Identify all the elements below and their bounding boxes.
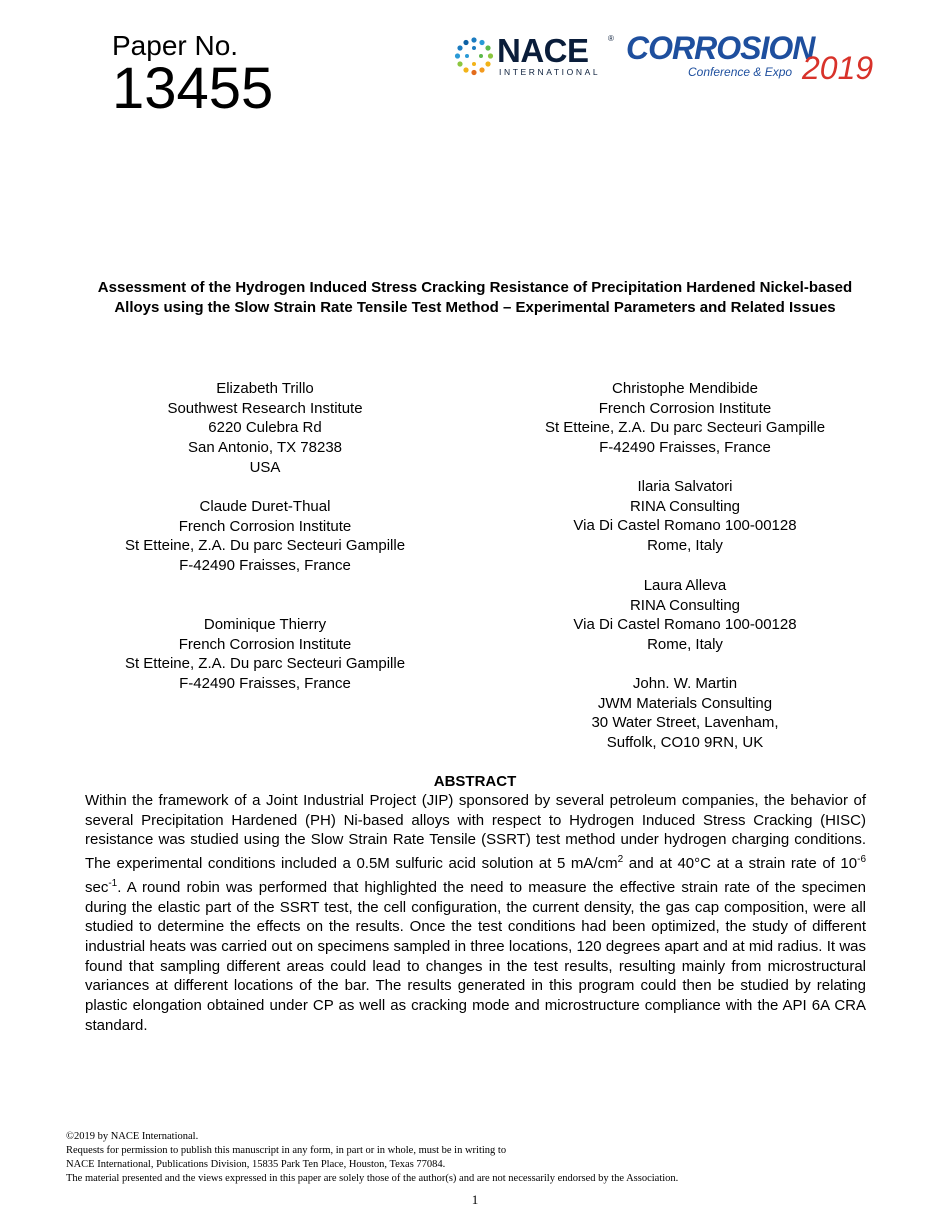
author-address-line: Rome, Italy (647, 537, 723, 555)
author-address-line: Rome, Italy (647, 636, 723, 654)
footer-line: The material presented and the views expressed in this paper are solely those of the author(s) and are not necessarily endorsed by the Association. (66, 1173, 679, 1184)
author-trillo (100, 379, 430, 478)
nace-logo (453, 34, 623, 80)
author-address-line: St Etteine, Z.A. Du parc Secteuri Gampille (124, 655, 406, 673)
author-address-line: USA (249, 458, 281, 476)
author-affiliation: French Corrosion Institute (598, 399, 772, 417)
author-mendibide (520, 379, 850, 458)
abstract-superscript: -1 (108, 877, 118, 889)
abstract-superscript: 2 (617, 854, 624, 866)
copyright-footer (66, 1130, 886, 1186)
abstract-superscript: -6 (857, 854, 867, 866)
author-thierry (100, 615, 430, 694)
author-address-line: Suffolk, CO10 9RN, UK (606, 734, 764, 752)
corrosion-2019-logo (626, 30, 886, 90)
author-address-line: 30 Water Street, Lavenham, (591, 714, 779, 732)
author-address-line: Via Di Castel Romano 100-00128 (573, 616, 797, 634)
author-address-line: St Etteine, Z.A. Du parc Secteuri Gampille (124, 537, 406, 555)
author-name: Claude Duret-Thual (199, 498, 331, 515)
paper-number-label: Paper No. (112, 30, 239, 61)
corrosion-year: 2019 (802, 50, 874, 86)
footer-line: Requests for permission to publish this manuscript in any form, in part or in whole, must be in writing to (66, 1145, 507, 1156)
abstract-text: sec (85, 878, 109, 896)
author-name: Christophe Mendibide (612, 380, 758, 397)
author-name: John. W. Martin (632, 675, 738, 692)
paper-number: 13455 (112, 56, 274, 121)
abstract-text: . A round robin was performed that highlighted the need to measure the effective strain rate of the specimen during the elastic part of the SSRT test, the cell configuration, the current density, the gas cap composition, were all studied to determine the effects on the results. Once the test conditions had been optimized, the study of different industrial heats was carried out on specimens sampled in three locations, 120 degrees apart and at mid radius. It was found that sampling different areas could lead to changes in the test results, resulting mainly from microstructural variances at different locations of the bar. The results generated in this program could then be studied by relating plastic elongation obtained under CP as well as cracking mode and microstructure compliance with the API 6A CRA standard. (85, 878, 866, 1034)
author-alleva (520, 576, 850, 655)
author-affiliation: JWM Materials Consulting (597, 694, 773, 712)
author-address-line: Via Di Castel Romano 100-00128 (573, 517, 797, 535)
author-duret-thual (100, 497, 430, 576)
author-martin (520, 674, 850, 753)
footer-line: NACE International, Publications Division, 15835 Park Ten Place, Houston, Texas 77084. (66, 1159, 446, 1170)
author-address-line: F-42490 Fraisses, France (179, 557, 351, 575)
author-address-line: 6220 Culebra Rd (208, 419, 322, 437)
corrosion-wordmark: CORROSION (626, 30, 815, 66)
page-number: 1 (471, 1192, 479, 1207)
nace-globe-icon (453, 36, 495, 78)
author-affiliation: French Corrosion Institute (178, 635, 352, 653)
author-name: Laura Alleva (643, 577, 727, 594)
author-address-line: San Antonio, TX 78238 (187, 439, 342, 457)
nace-wordmark: NACE (497, 32, 589, 69)
abstract-text: Within the framework of a Joint Industrial Project (JIP) sponsored by several petroleum companies, the behavior of several Precipitation Hardened (PH) Ni-based alloys with respect to Hydrogen Induced Stress Cracking (HISC) resistance was studied using the Slow Strain Rate Tensile (SSRT) test method under hydrogen charging conditions. The experimental conditions included a 0.5M sulfuric acid solution at 5 mA/cm (85, 792, 866, 873)
author-affiliation: Southwest Research Institute (167, 399, 363, 417)
author-name: Elizabeth Trillo (216, 380, 314, 397)
abstract-heading: ABSTRACT (433, 773, 517, 790)
nace-subtitle: INTERNATIONAL (499, 67, 601, 77)
corrosion-subtitle: Conference & Expo (688, 65, 793, 79)
author-affiliation: French Corrosion Institute (178, 517, 352, 535)
abstract-body (85, 791, 866, 1035)
author-name: Ilaria Salvatori (637, 478, 733, 495)
author-salvatori (520, 477, 850, 556)
paper-title: Assessment of the Hydrogen Induced Stress Cracking Resistance of Precipitation Hardened Nickel-based Alloys using the Slow Strain Rate Tensile Test Method – Experimental Parameters and Related Issues (97, 279, 853, 316)
footer-line: ©2019 by NACE International. (66, 1131, 199, 1142)
abstract-text: and at 40°C at a strain rate of 10 (623, 855, 858, 873)
author-address-line: F-42490 Fraisses, France (179, 675, 351, 693)
author-name: Dominique Thierry (203, 616, 327, 633)
author-affiliation: RINA Consulting (629, 497, 741, 515)
author-address-line: St Etteine, Z.A. Du parc Secteuri Gampille (544, 419, 826, 437)
author-affiliation: RINA Consulting (629, 596, 741, 614)
nace-registered-mark: ® (608, 34, 614, 43)
author-address-line: F-42490 Fraisses, France (599, 439, 771, 457)
